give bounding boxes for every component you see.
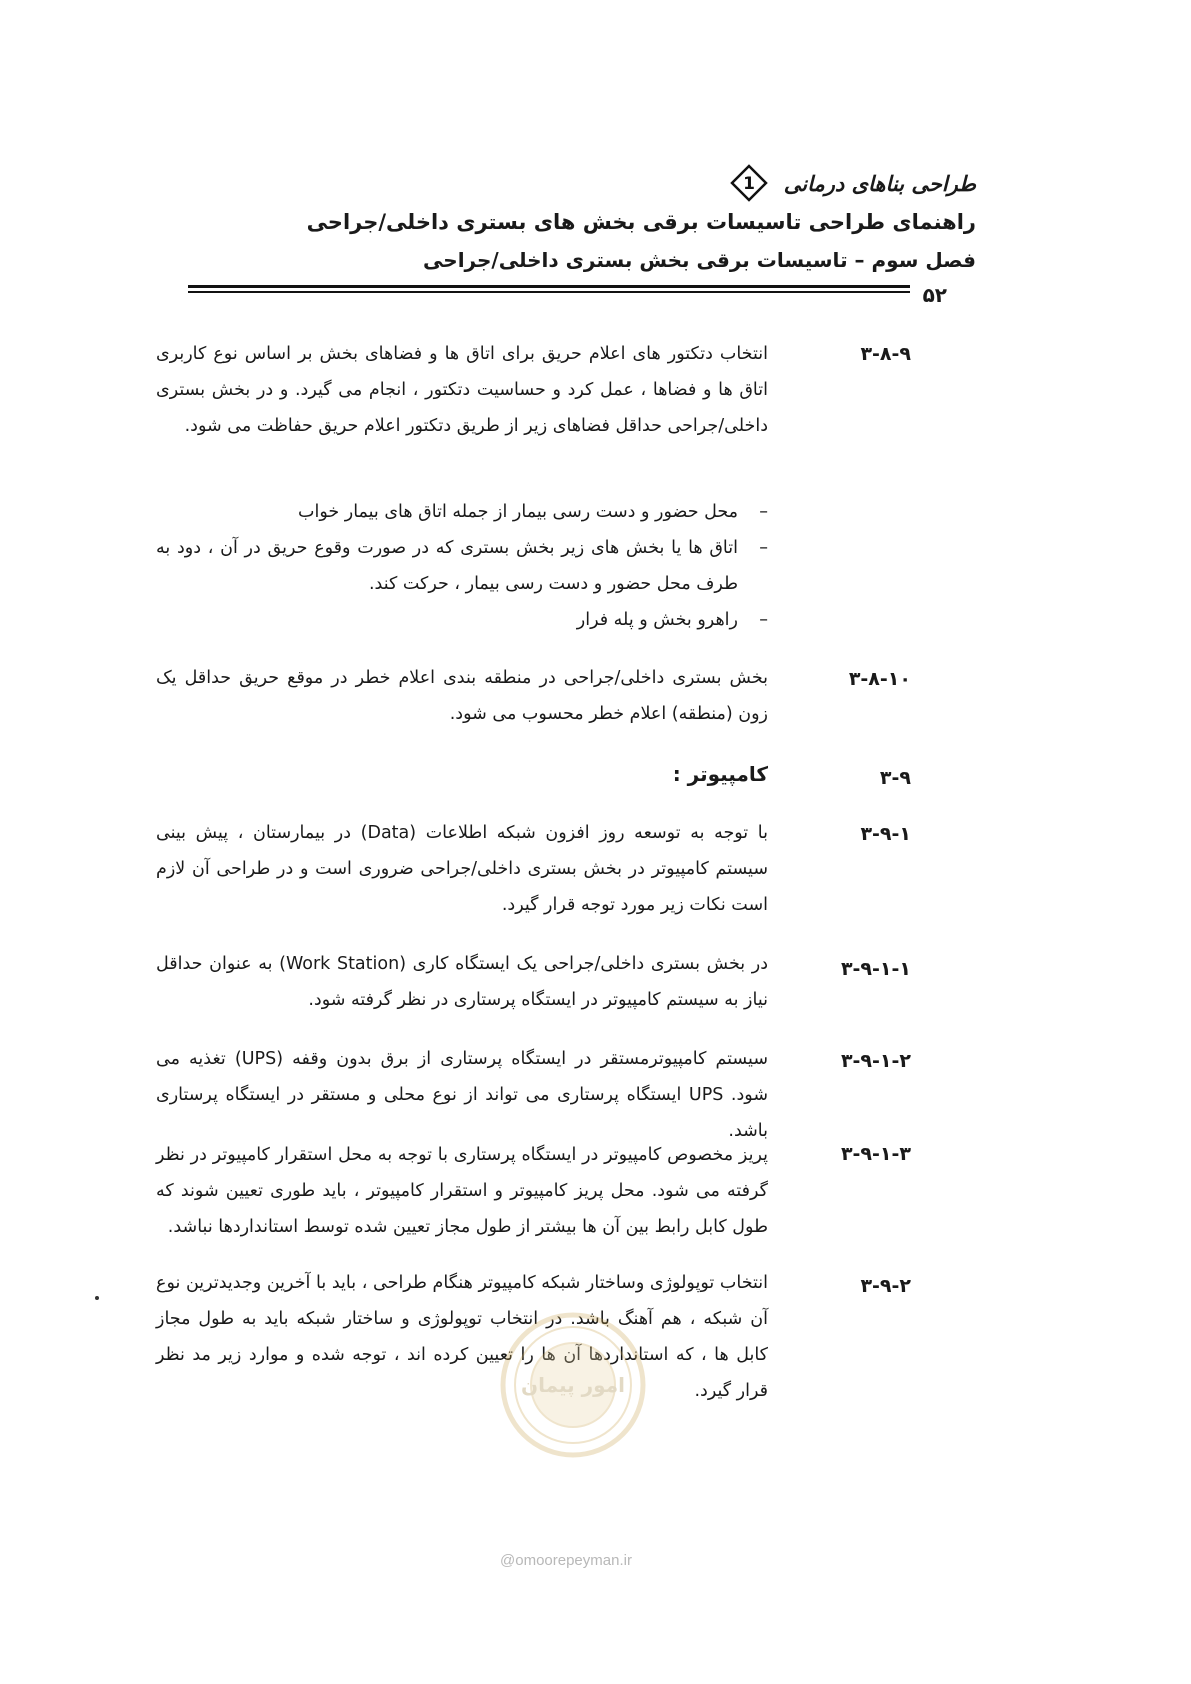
bullet-marker: – [759,538,768,558]
bullet-text: محل حضور و دست رسی بیمار از جمله اتاق های بیمار خواب [297,502,738,522]
chapter-title: فصل سوم – تاسیسات برقی بخش بستری داخلی/جراحی [423,248,976,272]
section-number: ۳-۸-۱۰ [848,668,911,690]
section-text: انتخاب توپولوژی وساختار شبکه کامپیوتر هنگام طراحی ، باید با آخرین وجدیدترین نوع آن شبکه ، هم آهنگ باشد. در انتخاب توپولوژی و ساختار شبکه باید به طول مجاز کابل ها ، که استانداردها آن ها را تعیین کرده اند ، توجه شده و موارد زیر مد نظر قرار گیرد. [156,1273,768,1401]
section-heading: کامپیوتر : [672,762,768,786]
bullet-marker: – [759,610,768,630]
header-rule-top [188,285,910,288]
scan-speck [95,1296,99,1300]
page-number: ۵۲ [922,283,947,307]
section-number: ۳-۸-۹ [860,343,911,365]
section-text: پریز مخصوص کامپیوتر در ایستگاه پرستاری با توجه به محل استقرار کامپیوتر در نظر گرفته می شود. محل پریز کامپیوتر و استقرار کامپیوتر ، باید طوری تعیین شوند که طول کابل رابط بین آن ها بیشتر از طول مجاز تعیین شده توسط استانداردها نباشد. [156,1145,768,1237]
section-text: در بخش بستری داخلی/جراحی یک ایستگاه کاری (Work Station) به عنوان حداقل نیاز به سیستم کامپیوتر در ایستگاه پرستاری در نظر گرفته شود. [156,954,769,1010]
list-item [156,530,768,602]
header-rule-bottom [188,291,910,293]
section-text: سیستم کامپیوترمستقر در ایستگاه پرستاری از برق بدون وقفه (UPS) تغذیه می شود. UPS ایستگاه پرستاری می تواند از نوع محلی و مستقر در ایستگاه پرستاری باشد. [156,1049,768,1141]
bullet-list [156,494,768,638]
bullet-marker: – [759,502,768,522]
watermark-url: @omoorepeyman.ir [500,1552,632,1569]
section-text: انتخاب دتکتور های اعلام حریق برای اتاق ها و فضاهای بخش بر اساس نوع کاربری اتاق ها و فضاها ، عمل کرد و حساسیت دتکتور ، انجام می گیرد. و در بخش بستری داخلی/جراحی حداقل فضاهای زیر از طریق دتکتور اعلام حریق حفاظت می شود. [156,344,768,436]
section-text: با توجه به توسعه روز افزون شبکه اطلاعات (Data) در بیمارستان ، پیش بینی سیستم کامپیوتر در بخش بستری داخلی/جراحی ضروری است و در طراحی آن لازم است نکات زیر مورد توجه قرار گیرد. [156,823,768,915]
series-title: طراحی بناهای درمانی [783,172,976,196]
document-title: راهنمای طراحی تاسیسات برقی بخش های بستری داخلی/جراحی [306,210,976,234]
bullet-text: راهرو بخش و پله فرار [576,610,738,630]
section-number: ۳-۹-۲ [860,1275,911,1297]
series-number-badge [730,164,768,202]
section-text: بخش بستری داخلی/جراحی در منطقه بندی اعلام خطر در موقع حریق حداقل یک زون (منطقه) اعلام خطر محسوب می شود. [156,668,768,724]
list-item [156,602,768,638]
watermark-stamp-text: امور پیمان [521,1373,625,1397]
section-number: ۳-۹-۱-۳ [840,1143,911,1165]
section-number: ۳-۹-۱ [860,823,911,845]
list-item [156,494,768,530]
watermark-stamp [498,1310,648,1460]
series-number: 1 [743,174,755,194]
bullet-text: اتاق ها یا بخش های زیر بخش بستری که در صورت وقوع حریق در آن ، دود به طرف محل حضور و دست رسی بیمار ، حرکت کند. [156,538,738,594]
section-number: ۳-۹-۱-۲ [840,1050,911,1072]
section-number: ۳-۹-۱-۱ [840,958,911,980]
section-number: ۳-۹ [879,767,911,789]
